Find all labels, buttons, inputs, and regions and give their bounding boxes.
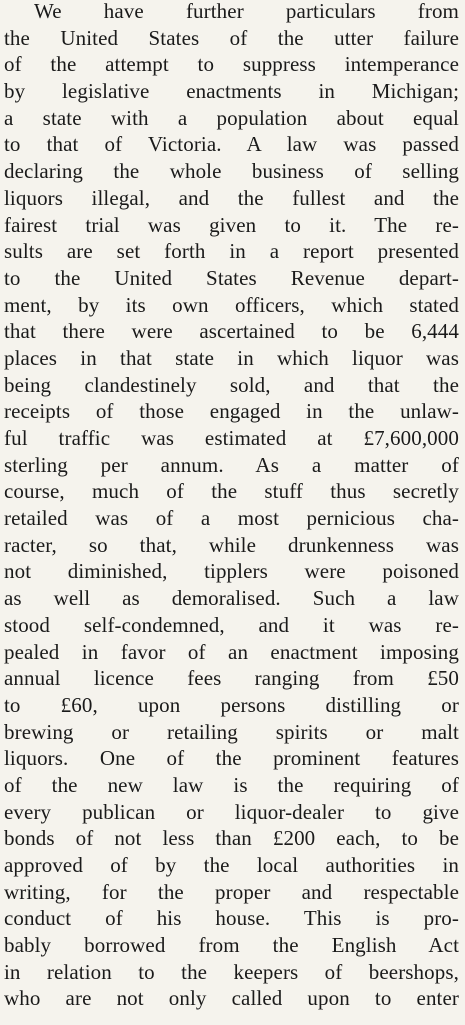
article-line: places in that state in which liquor was	[4, 345, 459, 370]
article-line: that there were ascertained to be 6,444	[4, 319, 459, 344]
article-line: receipts of those engaged in the unlaw-	[4, 399, 459, 424]
article-line: conduct of his house. This is pro-	[4, 906, 459, 931]
article-line: the United States of the utter failure	[4, 25, 459, 50]
article-line: approved of by the local authorities in	[4, 853, 459, 877]
article-line: being clandestinely sold, and that the	[4, 372, 459, 397]
article-line: racter, so that, while drunkenness was	[4, 532, 459, 557]
article-line: declaring the whole business of selling	[4, 159, 459, 184]
article-line: bonds of not less than £200 each, to be	[4, 826, 459, 851]
article-line: bably borrowed from the English Act	[4, 933, 459, 958]
article-line: retailed was of a most pernicious cha-	[4, 506, 459, 531]
article-line: ment, by its own officers, which stated	[4, 292, 459, 317]
article-line: of the attempt to suppress intemperance	[4, 52, 459, 77]
article-line: a state with a population about equal	[4, 105, 459, 130]
article-line: fairest trial was given to it. The re-	[4, 212, 459, 237]
article-line: every publican or liquor-dealer to give	[4, 799, 459, 824]
article-line: to the United States Revenue depart-	[4, 265, 459, 290]
article-line: to £60, upon persons distilling or	[4, 692, 459, 717]
article-line: as well as demoralised. Such a law	[4, 586, 459, 611]
article-line: stood self-condemned, and it was re-	[4, 612, 459, 637]
article-line: in relation to the keepers of beershops,	[4, 959, 459, 984]
article-line: We have further particulars from	[34, 0, 459, 23]
article-line: not diminished, tipplers were poisoned	[4, 559, 459, 584]
article-line: ful traffic was estimated at £7,600,000	[4, 426, 459, 450]
article-line: sterling per annum. As a matter of	[4, 452, 459, 477]
article-line: course, much of the stuff thus secretly	[4, 479, 459, 504]
article-line: writing, for the proper and respectable	[4, 879, 459, 904]
article-line: brewing or retailing spirits or malt	[4, 719, 459, 744]
article-column	[4, 0, 459, 1012]
article-line: of the new law is the requiring of	[4, 772, 459, 797]
article-line: annual licence fees ranging from £50	[4, 666, 459, 691]
article-line: by legislative enactments in Michigan;	[4, 79, 459, 104]
article-line: pealed in favor of an enactment imposing	[4, 639, 459, 664]
article-line: who are not only called upon to enter	[4, 986, 459, 1011]
article-line: liquors. One of the prominent features	[4, 746, 459, 771]
article-line: to that of Victoria. A law was passed	[4, 132, 459, 157]
article-line: liquors illegal, and the fullest and the	[4, 185, 459, 210]
article-line: sults are set forth in a report presented	[4, 239, 459, 264]
